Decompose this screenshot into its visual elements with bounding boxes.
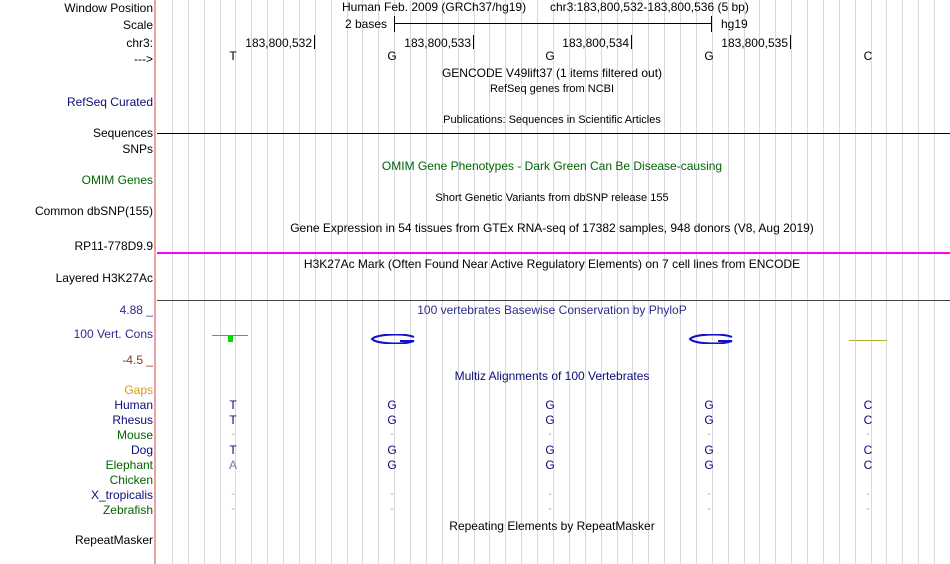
track-label-rp11[interactable]: RP11-778D9.9 (74, 239, 153, 253)
track-label-refseq[interactable]: RefSeq Curated (66, 95, 153, 109)
track-label-chicken[interactable]: Chicken (109, 473, 153, 487)
grid-line (378, 0, 379, 564)
grid-line (775, 0, 776, 564)
track-label-window-position[interactable]: Window Position (64, 1, 153, 15)
alignment-base-zebrafish: - (390, 504, 394, 515)
alignment-base-rhesus: G (704, 413, 714, 427)
grid-line (347, 0, 348, 564)
alignment-base-elephant: C (863, 458, 873, 472)
alignment-base-rhesus: G (545, 413, 555, 427)
refseq-track-title[interactable]: RefSeq genes from NCBI (489, 83, 615, 95)
gencode-track-title[interactable]: GENCODE V49lift37 (1 items filtered out) (441, 66, 663, 80)
track-label-gaps[interactable]: Gaps (124, 383, 153, 397)
grid-line (839, 0, 840, 564)
coordinate-tick (790, 35, 791, 49)
alignment-base-mouse: - (866, 429, 870, 440)
coordinate-label: 183,800,535 (721, 36, 788, 50)
grid-line (934, 0, 935, 564)
h3k27ac-track-title[interactable]: H3K27Ac Mark (Often Found Near Active Regulatory Elements) on 7 cell lines from ENCODE (303, 257, 801, 271)
alignment-base-elephant: A (228, 458, 237, 472)
grid-line (410, 0, 411, 564)
grid-line (235, 0, 236, 564)
alignment-base-dog: G (387, 443, 397, 457)
track-label-dbsnp[interactable]: Common dbSNP(155) (34, 204, 153, 218)
track-label-dog[interactable]: Dog (130, 443, 153, 457)
alignment-base-dog: T (229, 443, 237, 457)
alignment-base-mouse: - (707, 429, 711, 440)
alignment-base-rhesus: G (387, 413, 397, 427)
multiz-track-title[interactable]: Multiz Alignments of 100 Vertebrates (454, 369, 650, 383)
rp11-gene-line[interactable] (157, 252, 950, 254)
alignment-base-xtrop: - (548, 489, 552, 500)
grid-line (680, 0, 681, 564)
grid-line (331, 0, 332, 564)
alignment-base-elephant: G (704, 458, 714, 472)
grid-line (474, 0, 475, 564)
grid-line (918, 0, 919, 564)
alignment-base-zebrafish: - (866, 504, 870, 515)
grid-line (632, 0, 633, 564)
alignment-base-rhesus: C (863, 413, 873, 427)
grid-line (759, 0, 760, 564)
grid-line (394, 0, 395, 564)
track-label-elephant[interactable]: Elephant (105, 458, 153, 472)
coordinate-tick (314, 35, 315, 49)
base-letter: C (863, 49, 873, 63)
grid-line (426, 0, 427, 564)
track-label-omim[interactable]: OMIM Genes (81, 173, 153, 187)
alignment-base-human: T (229, 398, 237, 412)
grid-line (204, 0, 205, 564)
alignment-base-human: G (545, 398, 555, 412)
coordinate-label: 183,800,534 (562, 36, 629, 50)
alignment-base-zebrafish: - (231, 504, 235, 515)
h3k27ac-baseline (157, 300, 950, 301)
alignment-base-elephant: G (545, 458, 555, 472)
grid-line (855, 0, 856, 564)
grid-line (442, 0, 443, 564)
track-label-cons-max[interactable]: 4.88 _ (119, 303, 153, 317)
scale-bar (394, 23, 711, 24)
grid-line (823, 0, 824, 564)
label-divider (154, 0, 156, 564)
track-label-h3k27ac[interactable]: Layered H3K27Ac (55, 271, 153, 285)
coordinate-label: 183,800,533 (404, 36, 471, 50)
sequences-track-line (157, 133, 950, 134)
grid-line (648, 0, 649, 564)
alignment-base-mouse: - (548, 429, 552, 440)
grid-line (251, 0, 252, 564)
phylop-glyph-g-2 (688, 334, 734, 344)
alignment-base-dog: G (704, 443, 714, 457)
scale-db: hg19 (721, 17, 748, 31)
alignment-base-xtrop: - (707, 489, 711, 500)
base-letter: G (387, 49, 397, 63)
coordinate-tick (631, 35, 632, 49)
track-label-mouse[interactable]: Mouse (116, 428, 153, 442)
grid-line (267, 0, 268, 564)
publications-track-title[interactable]: Publications: Sequences in Scientific Articles (443, 114, 661, 126)
grid-line (696, 0, 697, 564)
grid-line (886, 0, 887, 564)
grid-line (172, 0, 173, 564)
alignment-base-elephant: G (387, 458, 397, 472)
track-label-xtrop[interactable]: X_tropicalis (90, 488, 153, 502)
grid-line (871, 0, 872, 564)
grid-line (188, 0, 189, 564)
base-letter: G (704, 49, 714, 63)
alignment-base-human: G (387, 398, 397, 412)
alignment-base-mouse: - (390, 429, 394, 440)
alignment-base-xtrop: - (866, 489, 870, 500)
base-letter: G (545, 49, 555, 63)
alignment-base-xtrop: - (390, 489, 394, 500)
repeatmasker-track-title[interactable]: Repeating Elements by RepeatMasker (449, 519, 655, 533)
track-label-cons-min[interactable]: -4.5 _ (122, 353, 153, 367)
alignment-base-zebrafish: - (548, 504, 552, 515)
alignment-base-mouse: - (231, 429, 235, 440)
scale-text: 2 bases (345, 17, 388, 31)
gtex-track-title[interactable]: Gene Expression in 54 tissues from GTEx RNA-seq of 17382 samples, 948 donors (V8, Aug 2019) (290, 221, 814, 235)
track-label-scale[interactable]: Scale (122, 18, 153, 32)
grid-line (283, 0, 284, 564)
grid-line (664, 0, 665, 564)
grid-line (617, 0, 618, 564)
track-label-human[interactable]: Human (114, 398, 153, 412)
alignment-base-dog: G (545, 443, 555, 457)
track-label-zebrafish[interactable]: Zebrafish (102, 503, 153, 517)
alignment-base-xtrop: - (231, 489, 235, 500)
alignment-base-dog: C (863, 443, 873, 457)
grid-line (807, 0, 808, 564)
track-label-strand[interactable]: ---> (134, 52, 153, 66)
base-letter: T (229, 49, 237, 63)
track-label-sequences[interactable]: Sequences (92, 126, 153, 140)
grid-line (712, 0, 713, 564)
alignment-base-human: C (863, 398, 873, 412)
scale-bar-left-tick (394, 16, 395, 32)
track-label-rhesus[interactable]: Rhesus (112, 413, 153, 427)
track-label-snps[interactable]: SNPs (122, 142, 153, 156)
alignment-base-human: G (704, 398, 714, 412)
alignment-base-rhesus: T (229, 413, 237, 427)
omim-track-title[interactable]: OMIM Gene Phenotypes - Dark Green Can Be Disease-causing (381, 159, 723, 173)
coordinate-tick (473, 35, 474, 49)
grid-line (315, 0, 316, 564)
grid-line (362, 0, 363, 564)
track-label-repeatmasker[interactable]: RepeatMasker (74, 533, 153, 547)
phylop-track-title[interactable]: 100 vertebrates Basewise Conservation by PhyloP (417, 303, 687, 317)
grid-line (299, 0, 300, 564)
window-position-assembly: Human Feb. 2009 (GRCh37/hg19) (342, 0, 527, 14)
track-label-vert-cons[interactable]: 100 Vert. Cons (73, 327, 153, 341)
grid-line (220, 0, 221, 564)
scale-bar-right-tick (711, 16, 712, 32)
grid-line (458, 0, 459, 564)
grid-line (728, 0, 729, 564)
dbsnp-track-title[interactable]: Short Genetic Variants from dbSNP release 155 (435, 192, 669, 204)
grid-line (902, 0, 903, 564)
coordinate-label: 183,800,532 (245, 36, 312, 50)
grid-line (791, 0, 792, 564)
alignment-base-zebrafish: - (707, 504, 711, 515)
phylop-bar-2 (849, 340, 887, 341)
window-position-range: chr3:183,800,532-183,800,536 (5 bp) (550, 0, 749, 14)
phylop-glyph-g-1 (370, 334, 416, 344)
track-label-chr[interactable]: chr3: (126, 36, 153, 50)
grid-line (744, 0, 745, 564)
